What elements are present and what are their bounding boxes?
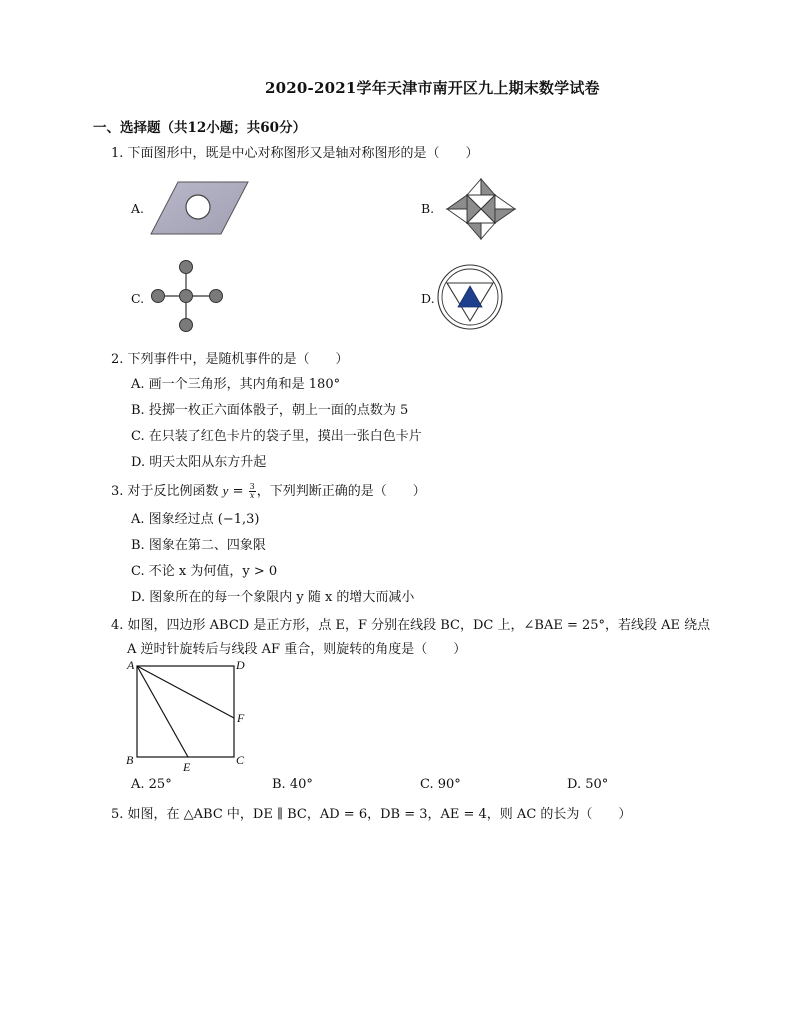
- page-title: 2020-2021学年天津市南开区九上期末数学试卷: [265, 79, 600, 97]
- q4-option-b[interactable]: B. 40°: [272, 777, 313, 792]
- q2-option-a[interactable]: A. 画一个三角形，其内角和是 180°: [131, 377, 341, 392]
- q3-fraction-numerator: 3: [249, 482, 255, 491]
- q3-option-a[interactable]: A. 图象经过点 (−1,3): [131, 512, 260, 527]
- triangle-in-circle-icon: [436, 263, 504, 331]
- question-1-stem: 1. 下面图形中，既是中心对称图形又是轴对称图形的是（ ）: [111, 146, 479, 161]
- q3-stem-variable: y: [222, 483, 229, 498]
- point-label-e: E: [183, 760, 191, 774]
- point-label-a: A: [127, 658, 135, 672]
- q1-option-a-label[interactable]: A.: [131, 201, 145, 216]
- q3-stem-equals: =: [228, 484, 248, 499]
- q3-fraction: [249, 483, 256, 500]
- point-label-b: B: [126, 753, 134, 767]
- square-abcd-figure: [124, 658, 254, 774]
- q4-option-a[interactable]: A. 25°: [131, 777, 172, 792]
- q1-option-b-label[interactable]: B.: [421, 201, 435, 216]
- question-4-stem-line-1: 4. 如图，四边形 ABCD 是正方形，点 E，F 分别在线段 BC，DC 上，∠BAE = 25°，若线段 AE 绕点: [111, 618, 711, 633]
- q3-fraction-denominator: x: [249, 491, 255, 500]
- cross-of-dots-icon: [150, 259, 226, 333]
- q3-option-b[interactable]: B. 图象在第二、四象限: [131, 538, 266, 553]
- section-heading: 一、选择题（共12小题；共60分）: [93, 120, 307, 136]
- point-label-d: D: [236, 658, 245, 672]
- question-3-stem: [111, 480, 426, 500]
- question-4-stem-line-2: A 逆时针旋转后与线段 AF 重合，则旋转的角度是（ ）: [127, 642, 467, 657]
- q1-option-d-label[interactable]: D.: [421, 291, 435, 306]
- q3-stem-suffix: ，下列判断正确的是（ ）: [256, 484, 426, 499]
- q2-option-c[interactable]: C. 在只装了红色卡片的袋子里，摸出一张白色卡片: [131, 429, 422, 444]
- parallelogram-with-circle-icon: [150, 180, 250, 236]
- q3-stem-prefix: 3. 对于反比例函数: [111, 484, 223, 499]
- q1-option-c-label[interactable]: C.: [131, 291, 145, 306]
- q3-option-d[interactable]: D. 图象所在的每一个象限内 y 随 x 的增大而减小: [131, 590, 415, 605]
- q2-option-d[interactable]: D. 明天太阳从东方升起: [131, 455, 267, 470]
- q4-option-c[interactable]: C. 90°: [420, 777, 461, 792]
- q4-option-d[interactable]: D. 50°: [567, 777, 609, 792]
- q2-option-b[interactable]: B. 投掷一枚正六面体骰子，朝上一面的点数为 5: [131, 403, 409, 418]
- point-label-f: F: [237, 711, 245, 725]
- question-5-stem: 5. 如图，在 △ABC 中，DE ∥ BC，AD = 6，DB = 3，AE = 4，则 AC 的长为（ ）: [111, 807, 632, 822]
- question-2-stem: 2. 下列事件中，是随机事件的是（ ）: [111, 352, 349, 367]
- pinwheel-icon: [445, 178, 517, 240]
- q3-option-c[interactable]: C. 不论 x 为何值，y > 0: [131, 564, 278, 579]
- point-label-c: C: [236, 753, 245, 767]
